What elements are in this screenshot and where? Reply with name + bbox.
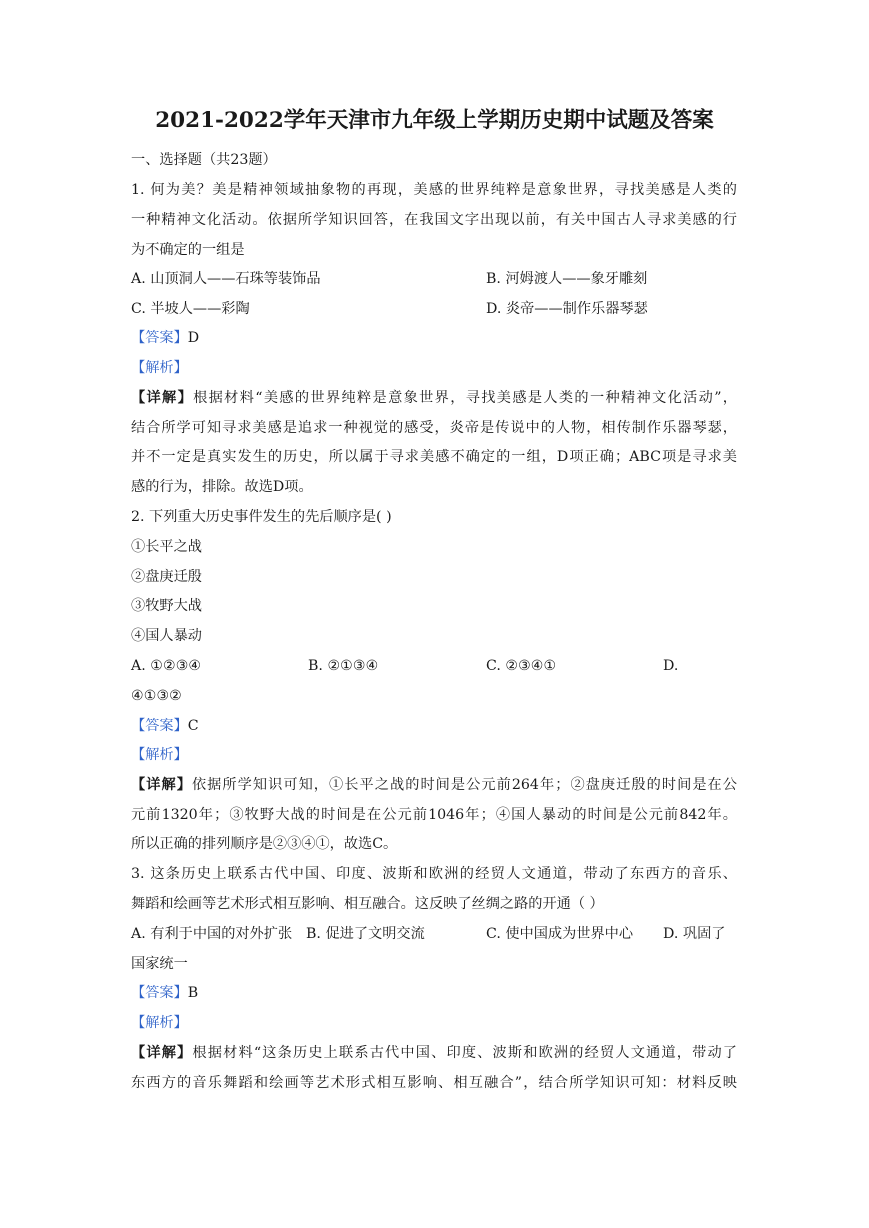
question-1-detail-line-4: 感的行为，排除。故选D项。 — [131, 479, 313, 495]
question-1-option-b: B. 河姆渡人——象牙雕刻 — [486, 271, 648, 287]
question-1-option-c: C. 半坡人——彩陶 — [131, 301, 250, 317]
question-1-option-d: D. 炎帝——制作乐器琴瑟 — [486, 301, 648, 317]
question-3-option-b: B. 促进了文明交流 — [306, 926, 425, 942]
detail-text: 根据材料“这条历史上联系古代中国、印度、波斯和欧洲的经贸人文通道，带动了 — [192, 1045, 737, 1061]
document-title: 2021-2022学年天津市九年级上学期历史期中试题及答案 — [155, 108, 714, 133]
question-3-stem-line-1: 3. 这条历史上联系古代中国、印度、波斯和欧洲的经贸人文通道，带动了东西方的音乐、 — [131, 866, 737, 882]
question-3-option-d: D. 巩固了 — [663, 926, 726, 942]
question-2-detail-line-2: 元前1320年；③牧野大战的时间是在公元前1046年；④国人暴动的时间是公元前842年。 — [131, 807, 737, 823]
question-2-option-a: A. ①②③④ — [131, 658, 202, 674]
question-2-answer — [131, 716, 199, 736]
detail-text: 根据材料“美感的世界纯粹是意象世界，寻找美感是人类的一种精神文化活动”， — [193, 390, 737, 406]
question-2-item-2: ②盘庚迁殷 — [131, 569, 202, 585]
detail-text: 依据所学知识可知，①长平之战的时间是公元前264年；②盘庚迁殷的时间是在公 — [191, 777, 737, 793]
answer-value: D — [187, 330, 200, 346]
detail-label: 【详解】 — [131, 1045, 193, 1061]
question-3-detail-line-2: 东西方的音乐舞蹈和绘画等艺术形式相互影响、相互融合”，结合所学知识可知：材料反映 — [131, 1075, 737, 1091]
question-1-stem-line-2: 一种精神文化活动。依据所学知识回答，在我国文字出现以前，有关中国古人寻求美感的行 — [131, 212, 737, 228]
question-1-answer — [131, 328, 199, 348]
section-header: 一、选择题（共23题） — [131, 152, 277, 168]
question-3-option-d-wrap: 国家统一 — [131, 956, 188, 972]
answer-value: B — [187, 985, 199, 1001]
question-2-option-d-wrap: ④①③② — [131, 688, 182, 704]
answer-value: C — [187, 718, 199, 734]
question-3-stem-line-2: 舞蹈和绘画等艺术形式相互影响、相互融合。这反映了丝绸之路的开通（ ） — [131, 896, 604, 912]
question-3-analysis-label: 【解析】 — [131, 1015, 188, 1031]
detail-label: 【详解】 — [131, 777, 192, 793]
question-2-detail-line-3: 所以正确的排列顺序是②③④①，故选C。 — [131, 836, 398, 852]
question-1-detail-line-2: 结合所学可知寻求美感是追求一种视觉的感受，炎帝是传说中的人物，相传制作乐器琴瑟， — [131, 420, 737, 436]
question-2-item-1: ①长平之战 — [131, 539, 202, 555]
question-3-option-a: A. 有利于中国的对外扩张 — [131, 926, 293, 942]
question-2-option-c: C. ②③④① — [486, 658, 557, 674]
detail-label: 【详解】 — [131, 390, 194, 406]
question-1-option-a: A. 山顶洞人——石珠等装饰品 — [131, 271, 321, 287]
question-2-option-d: D. — [663, 658, 679, 674]
question-2-detail-line-1 — [131, 775, 737, 795]
answer-label: 【答案】 — [131, 985, 188, 1001]
answer-label: 【答案】 — [131, 330, 188, 346]
question-1-stem-line-1: 1. 何为美？美是精神领域抽象物的再现，美感的世界纯粹是意象世界，寻找美感是人类的 — [131, 182, 737, 198]
question-2-stem: 2. 下列重大历史事件发生的先后顺序是( ) — [131, 509, 392, 525]
question-1-detail-line-1 — [131, 388, 737, 408]
question-1-analysis-label: 【解析】 — [131, 360, 188, 376]
answer-label: 【答案】 — [131, 718, 188, 734]
question-3-detail-line-1 — [131, 1043, 737, 1063]
question-2-analysis-label: 【解析】 — [131, 747, 188, 763]
question-2-item-3: ③牧野大战 — [131, 598, 202, 614]
question-2-item-4: ④国人暴动 — [131, 628, 202, 644]
question-3-option-c: C. 使中国成为世界中心 — [486, 926, 634, 942]
question-1-detail-line-3: 并不一定是真实发生的历史，所以属于寻求美感不确定的一组，D项正确；ABC项是寻求美 — [131, 449, 737, 465]
question-2-option-b: B. ②①③④ — [308, 658, 379, 674]
question-3-answer — [131, 983, 198, 1003]
question-1-stem-line-3: 为不确定的一组是 — [131, 242, 245, 258]
